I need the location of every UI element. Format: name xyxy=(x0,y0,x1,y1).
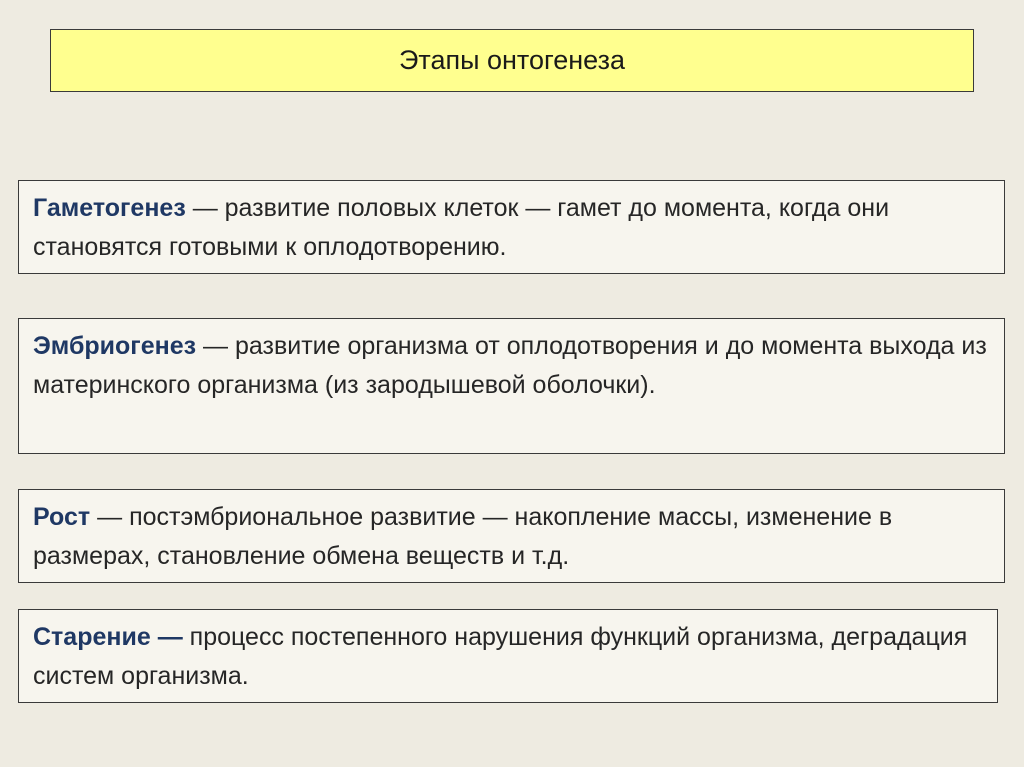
stage-definition: процесс постепенного нарушения функций организма, деградация систем организма. xyxy=(33,623,968,690)
stage-term: Эмбриогенез xyxy=(33,332,197,360)
stage-card-embryogenesis xyxy=(18,318,1005,454)
stage-dash: — xyxy=(150,623,190,651)
stage-card-growth xyxy=(18,489,1005,583)
stage-card-aging xyxy=(18,609,998,703)
stage-dash: — xyxy=(90,503,130,531)
stage-definition: развитие организма от оплодотворения и до момента выхода из материнского организма (из зародышевой оболочки). xyxy=(33,332,987,399)
stage-term: Рост xyxy=(33,503,91,531)
stage-dash: — xyxy=(196,332,235,360)
title-banner xyxy=(50,29,974,92)
stage-card-gametogenesis xyxy=(18,180,1005,274)
stage-term: Старение xyxy=(33,623,151,651)
slide-title: Этапы онтогенеза xyxy=(398,45,626,75)
stage-definition: постэмбриональное развитие — накопление массы, изменение в размерах, становление обмена веществ и т.д. xyxy=(33,503,893,570)
stage-definition: развитие половых клеток — гамет до момента, когда они становятся готовыми к оплодотворению. xyxy=(33,194,890,261)
stage-term: Гаметогенез xyxy=(33,194,186,222)
stage-dash: — xyxy=(185,194,225,222)
